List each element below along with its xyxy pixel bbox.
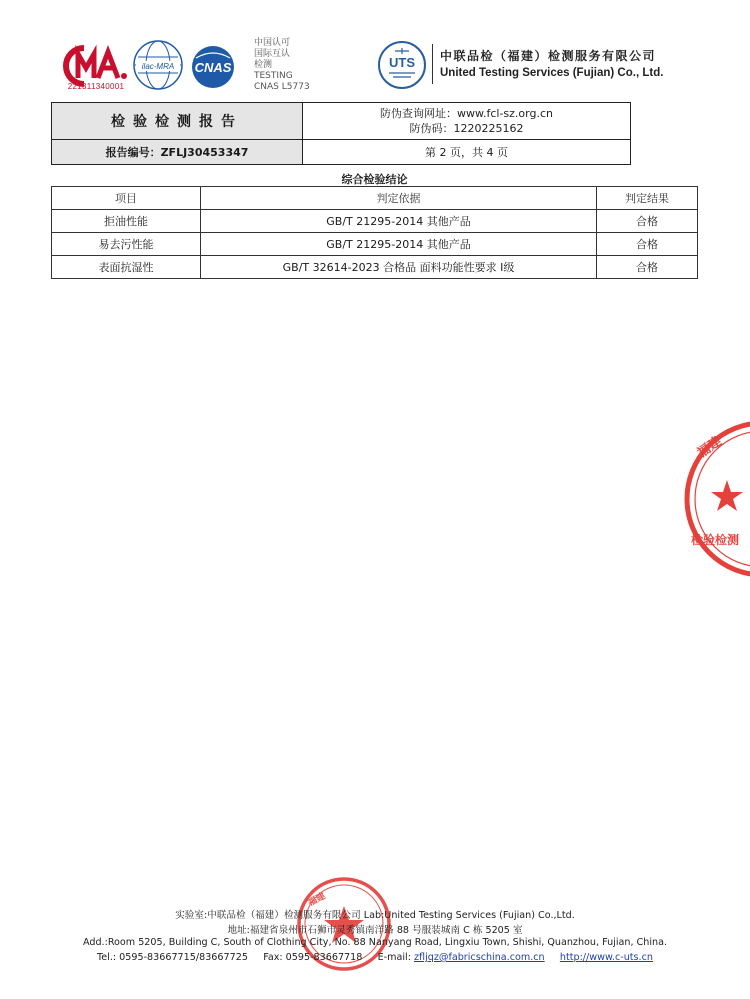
svg-text:福建: 福建 (694, 434, 725, 462)
email-link[interactable]: zfljqz@fabricschina.com.cn (414, 952, 545, 963)
footer-tel: Tel.: 0595-83667715/83667725 (97, 952, 248, 963)
row-item: 表面抗湿性 (52, 256, 201, 279)
report-title: 检验检测报告 (52, 103, 303, 140)
website-link[interactable]: http://www.c-uts.cn (559, 952, 653, 963)
footer-address-en: Add.:Room 5205, Building C, South of Clothing City, No. 88 Nanyang Road, Lingxiu Town, Shishi, Quanzhou, Fujian, China. (82, 937, 668, 948)
accreditation-text (254, 38, 310, 93)
column-header-item: 项目 (52, 187, 201, 210)
summary-title: 综合检验结论 (341, 173, 408, 186)
verify-url: 防伪查询网址：www.fcl-sz.org.cn (380, 107, 553, 120)
table-header-row (52, 187, 698, 210)
row-basis: GB/T 21295-2014 其他产品 (201, 233, 597, 256)
anti-counterfeit-cell (303, 103, 631, 140)
column-header-basis: 判定依据 (201, 187, 597, 210)
verify-code: 防伪码：1220225162 (409, 122, 524, 135)
table-row (52, 210, 698, 233)
conclusion-table (51, 186, 698, 279)
svg-text:福建: 福建 (306, 891, 328, 909)
report-number: 报告编号：ZFLJ30453347 (52, 140, 303, 165)
svg-text:UTS: UTS (389, 55, 415, 70)
accreditation-line: 检测 (254, 60, 273, 70)
page-info: 第 2 页，共 4 页 (303, 140, 631, 165)
ilac-mra-logo (132, 39, 184, 91)
cnas-logo (180, 44, 246, 90)
uts-logo (377, 40, 427, 90)
svg-text:CNAS: CNAS (194, 60, 232, 75)
row-basis: GB/T 32614-2023 合格品 面料功能性要求 Ⅰ级 (201, 256, 597, 279)
column-header-result: 判定结果 (597, 187, 698, 210)
row-result: 合格 (597, 256, 698, 279)
official-seal-stamp (683, 418, 750, 580)
footer-email-label: E-mail: (377, 952, 411, 963)
row-result: 合格 (597, 210, 698, 233)
footer-fax: Fax: 0595-83667718 (263, 952, 363, 963)
row-basis: GB/T 21295-2014 其他产品 (201, 210, 597, 233)
row-item: 拒油性能 (52, 210, 201, 233)
footer-address-cn: 地址:福建省泉州市石狮市灵秀镇南洋路 88 号服装城南 C 栋 5205 室 (227, 925, 523, 936)
company-name-cn: 中联品检（福建）检测服务有限公司 (440, 49, 657, 63)
header-divider (432, 44, 433, 84)
table-row (52, 233, 698, 256)
row-result: 合格 (597, 233, 698, 256)
svg-text:ilac-MRA: ilac-MRA (141, 62, 175, 71)
svg-text:检验检测: 检验检测 (691, 533, 740, 547)
row-item: 易去污性能 (52, 233, 201, 256)
company-name-en: United Testing Services (Fujian) Co., Ltd. (440, 67, 664, 79)
accreditation-line: 中国认可 (254, 38, 291, 48)
accreditation-line: CNAS L5773 (254, 82, 310, 92)
accreditation-line: 国际互认 (254, 49, 291, 59)
footer-contacts (0, 952, 750, 963)
report-header-table (51, 102, 631, 165)
accreditation-line: TESTING (254, 71, 293, 81)
table-row (52, 256, 698, 279)
footer-lab: 实验室:中联品检（福建）检测服务有限公司 Lab:United Testing Services (Fujian) Co.,Ltd. (175, 910, 575, 921)
cma-code: 221311340001 (67, 82, 125, 91)
